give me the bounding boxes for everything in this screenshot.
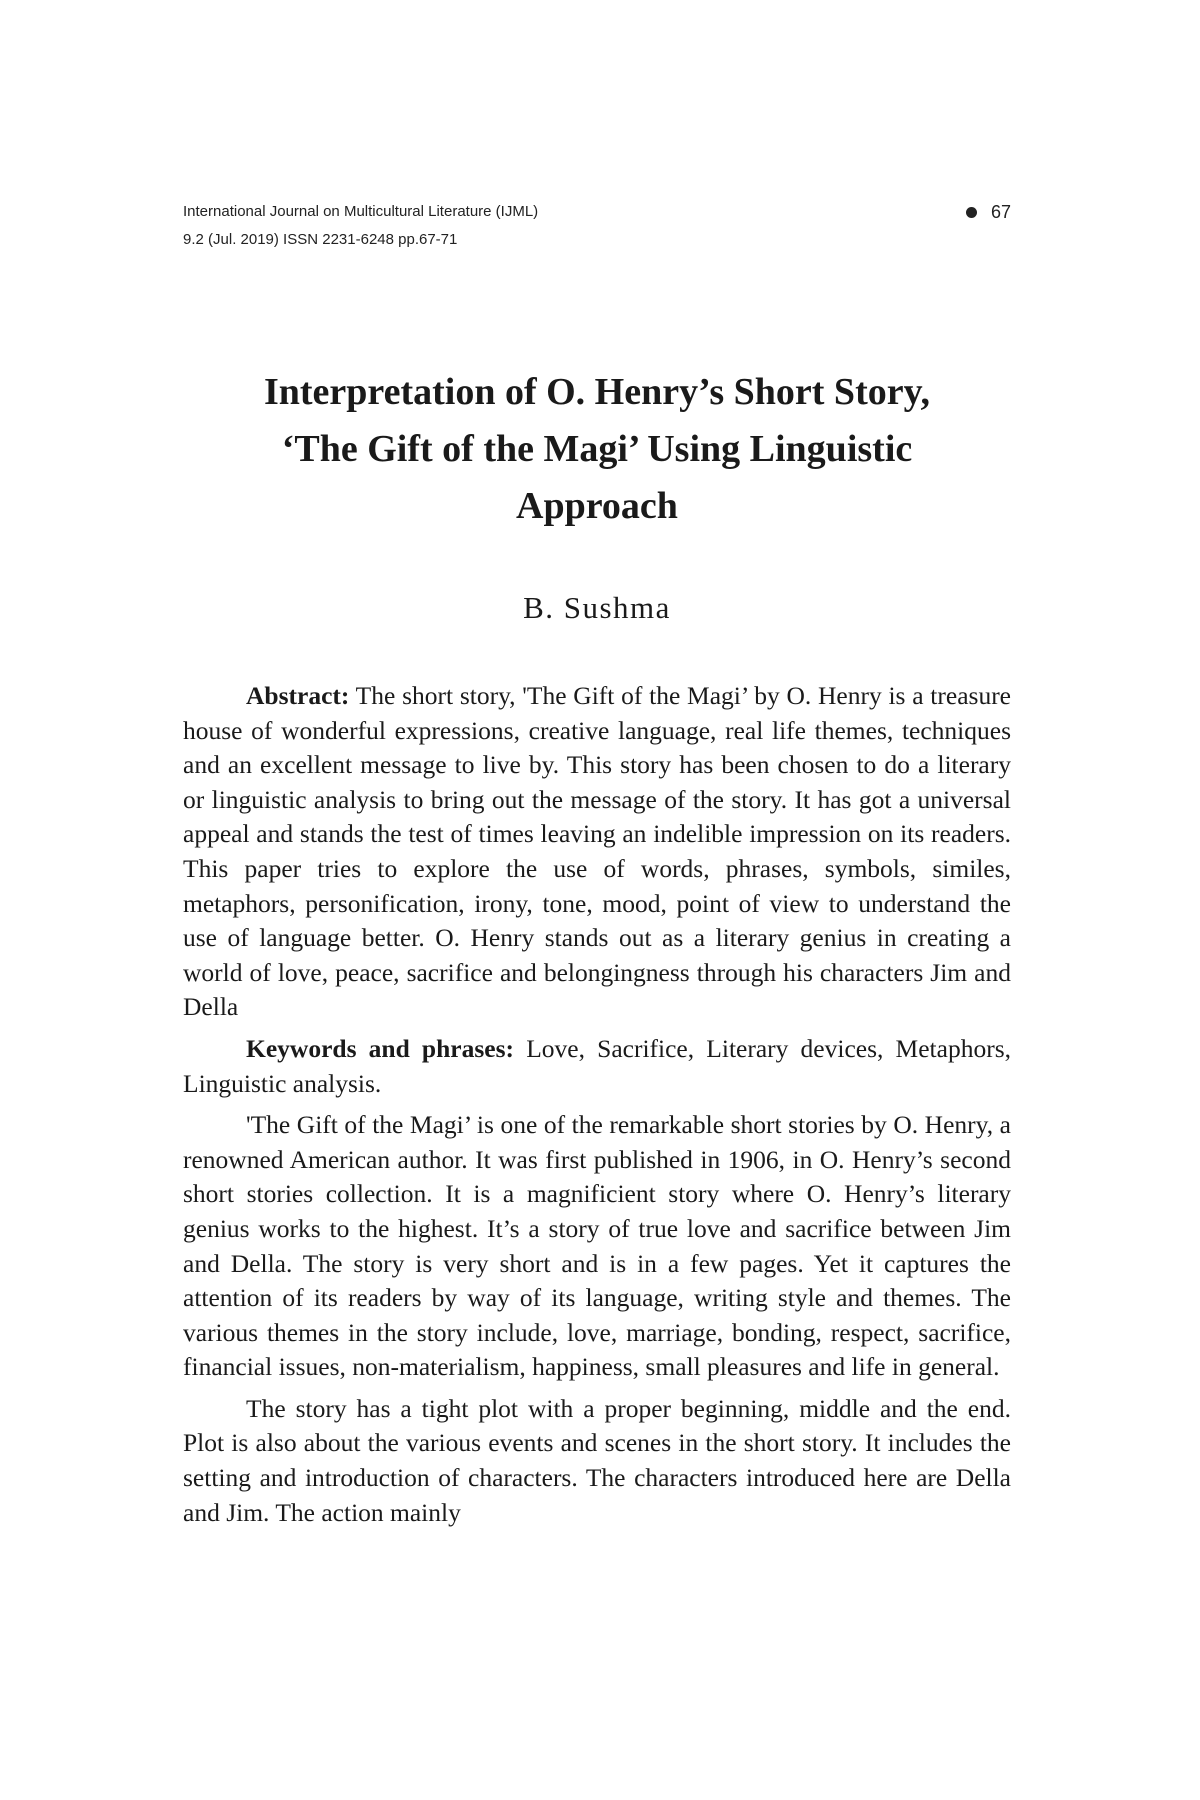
author-name: B. Sushma [523,590,671,625]
bullet-icon [966,207,977,218]
title-line-3: Approach [516,485,678,527]
article-title [183,364,1011,535]
page-number: 67 [990,202,1011,222]
body-paragraph-2: The story has a tight plot with a proper beginning, middle and the end. Plot is also about the various events and scenes in the short story. It includes the setting and introduction of characters. The characters introduced here are Della and Jim. The action mainly [183,1393,1011,1527]
title-line-2: ‘The Gift of the Magi’ Using Linguistic [281,428,913,470]
keywords-paragraph [183,1032,1011,1101]
journal-name: International Journal on Multicultural Literature (IJML) [183,203,539,220]
abstract-text: The short story, 'The Gift of the Magi’ by O. Henry is a treasure house of wonderful expressions, creative language, real life themes, techniques and an excellent message to live by. This story has been chosen to do a literary or linguistic analysis to bring out the message of the story. It has got a universal appeal and stands the test of times leaving an indelible impression on its readers. This paper tries to explore the use of words, phrases, symbols, similes, metaphors, personification, irony, tone, mood, point of view to understand the use of language better. O. Henry stands out as a literary genius in creating a world of love, peace, sacrifice and belongingness through his characters Jim and Della [183,681,1011,1022]
keywords-text: Love, Sacrifice, Literary devices, Metaphors, Linguistic analysis. [183,1033,1011,1098]
issue-info: 9.2 (Jul. 2019) ISSN 2231-6248 pp.67-71 [183,231,458,248]
abstract-paragraph [183,679,1011,1025]
page-number-block [966,198,1011,226]
running-header [183,198,1011,254]
body-paragraph-1: 'The Gift of the Magi’ is one of the remarkable short stories by O. Henry, a renowned American author. It was first published in 1906, in O. Henry’s second short stories collection. It is a magnificient story where O. Henry’s literary genius works to the highest. It’s a story of true love and sacrifice between Jim and Della. The story is very short and is in a few pages. Yet it captures the attention of its readers by way of its language, writing style and themes. The various themes in the story include, love, marriage, bonding, respect, sacrifice, financial issues, non-materialism, happiness, small pleasures and life in general. [183,1110,1011,1382]
keywords-label: Keywords and phrases: [246,1033,515,1063]
article-body [183,679,1011,1537]
abstract-label: Abstract: [246,681,350,710]
title-line-1: Interpretation of O. Henry’s Short Story, [263,371,930,413]
